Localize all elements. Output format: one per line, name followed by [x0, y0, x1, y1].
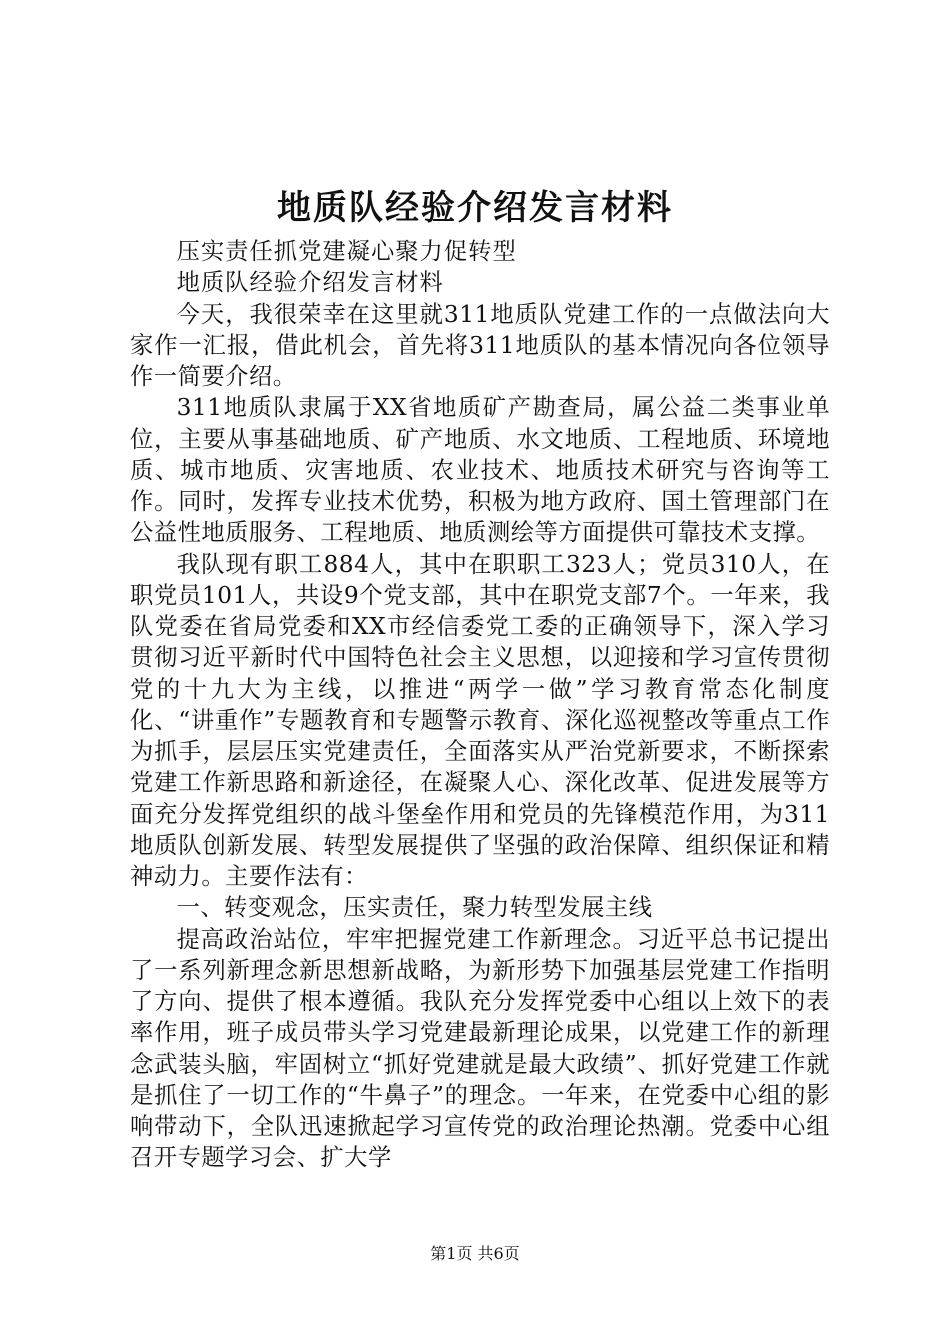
body-paragraph: 311地质队隶属于XX省地质矿产勘查局，属公益二类事业单位，主要从事基础地质、矿产地质、水文地质、工程地质、环境地质、城市地质、灾害地质、农业技术、地质技术研究与咨询等工作。同时，发挥专业技术优势，积极为地方政府、国土管理部门在公益性地质服务、工程地质、地质测绘等方面提供可靠技术支撑。: [130, 394, 830, 547]
document-body: [130, 236, 830, 1174]
page-footer: 第1页 共6页: [430, 1244, 520, 1263]
body-paragraph: 今天，我很荣幸在这里就311地质队党建工作的一点做法向大家作一汇报，借此机会，首先将311地质队的基本情况向各位领导作一简要介绍。: [130, 300, 830, 390]
section-heading: 一、转变观念，压实责任，聚力转型发展主线: [176, 894, 653, 922]
subtitle-line: 地质队经验介绍发言材料: [176, 269, 444, 297]
body-paragraph: 我队现有职工884人，其中在职职工323人；党员310人，在职党员101人，共设9个党支部，其中在职党支部7个。一年来，我队党委在省局党委和XX市经信委党工委的正确领导下，深入学习贯彻习近平新时代中国特色社会主义思想，以迎接和学习宣传贯彻党的十九大为主线，以推进“两学一做”学习教育常态化制度化、“讲重作”专题教育和专题警示教育、深化巡视整改等重点工作为抓手，层层压实党建责任，全面落实从严治党新要求，不断探索党建工作新思路和新途径，在凝聚人心、深化改革、促进发展等方面充分发挥党组织的战斗堡垒作用和党员的先锋模范作用，为311地质队创新发展、转型发展提供了坚强的政治保障、组织保证和精神动力。主要作法有：: [130, 550, 830, 890]
subtitle-line: 压实责任抓党建凝心聚力促转型: [176, 238, 517, 265]
body-paragraph: 提高政治站位，牢牢把握党建工作新理念。习近平总书记提出了一系列新理念新思想新战略，为新形势下加强基层党建工作指明了方向、提供了根本遵循。我队充分发挥党委中心组以上效下的表率作用，班子成员带头学习党建最新理论成果，以党建工作的新理念武装头脑，牢固树立“抓好党建就是最大政绩”、抓好党建工作就是抓住了一切工作的“牛鼻子”的理念。一年来，在党委中心组的影响带动下，全队迅速掀起学习宣传党的政治理论热潮。党委中心组召开专题学习会、扩大学: [130, 925, 830, 1172]
document-title: 地质队经验介绍发言材料: [277, 188, 673, 228]
